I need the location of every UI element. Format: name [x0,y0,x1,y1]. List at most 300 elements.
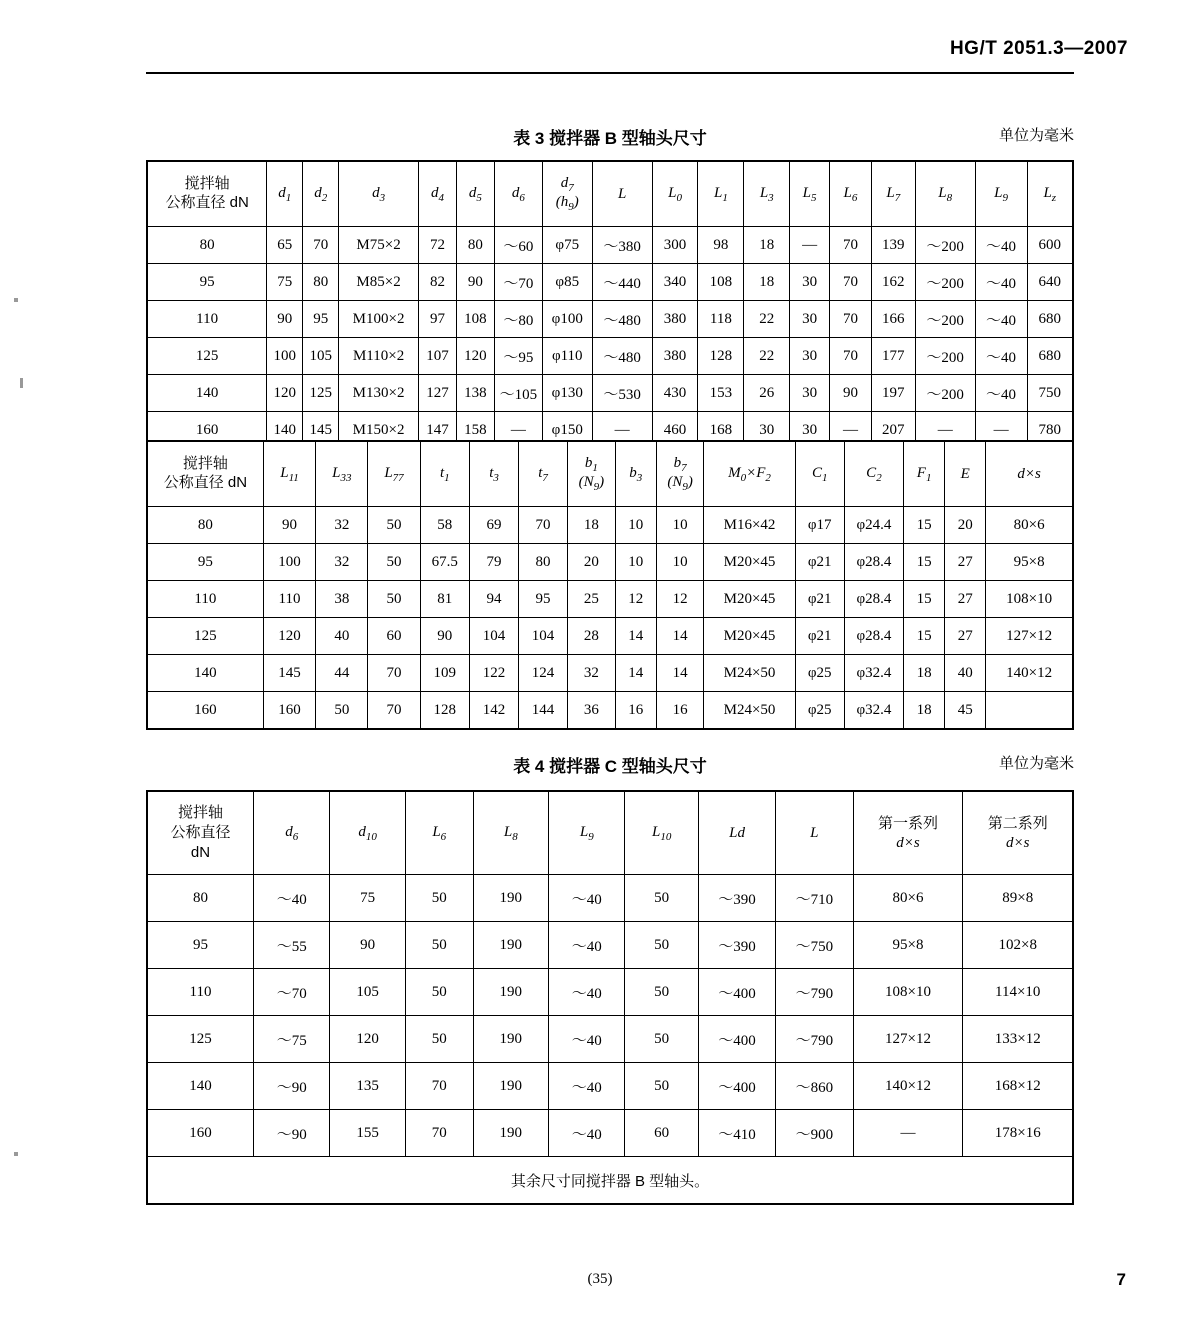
cell: 70 [368,655,420,692]
cell: ～80 [494,301,542,338]
cell: ～710 [776,875,853,922]
table4-caption-row [146,752,1074,774]
header-cell-L11: $L_{11}$ [263,441,316,507]
cell: 105 [330,969,406,1016]
cell: 80 [147,875,253,922]
cell: 114×10 [963,969,1073,1016]
cell: 138 [456,375,494,412]
cell: 18 [904,692,945,730]
cell: 50 [625,1016,698,1063]
cell: ～55 [253,922,329,969]
cell: ～400 [698,1016,775,1063]
table4-note: 其余尺寸同搅拌器 B 型轴头。 [147,1157,1073,1205]
cell: ～200 [915,227,975,264]
scan-artifact [20,378,23,388]
cell: 12 [656,581,704,618]
cell: 90 [830,375,872,412]
header-cell-t1: $t_1$ [420,441,469,507]
header-cell-nominal-diameter: 搅拌轴 公称直径 dN [147,161,267,227]
cell: 166 [871,301,915,338]
table3-block2-header-row [147,441,1073,507]
cell: 108 [456,301,494,338]
header-cell-d7: $d_7$ $(h_9)$ [542,161,592,227]
cell: 26 [744,375,790,412]
cell: — [830,412,872,450]
header-cell-d1: $d_1$ [267,161,303,227]
cell: 65 [267,227,303,264]
cell: 780 [1027,412,1073,450]
cell: 340 [652,264,698,301]
cell: 22 [744,338,790,375]
cell: 95×8 [853,922,963,969]
cell: ～60 [494,227,542,264]
cell: M130×2 [339,375,419,412]
cell: 190 [473,922,549,969]
cell: 144 [519,692,568,730]
cell: ～40 [549,922,625,969]
cell: 97 [419,301,457,338]
cell: — [790,227,830,264]
cell: 127×12 [853,1016,963,1063]
cell: 125 [303,375,339,412]
cell: M16×42 [704,507,795,544]
cell: 133×12 [963,1016,1073,1063]
cell: 160 [147,412,267,450]
header-cell-series-2: 第二系列 d×s [963,791,1073,875]
header-cell-Ld: Ld [698,791,775,875]
scan-artifact [14,298,18,302]
header-cell-d5: $d_5$ [456,161,494,227]
cell: φ21 [795,544,844,581]
header-cell-L5: $L_5$ [790,161,830,227]
table3-block1-header-row [147,161,1073,227]
cell: 20 [945,507,986,544]
cell: — [853,1110,963,1157]
cell: 80 [147,227,267,264]
header-cell-L9: $L_9$ [549,791,625,875]
cell: ～480 [592,338,652,375]
header-cell-L7: $L_7$ [871,161,915,227]
cell: 80 [303,264,339,301]
cell: 30 [790,375,830,412]
cell: 30 [790,412,830,450]
cell: 125 [147,618,263,655]
cell: 27 [945,544,986,581]
table3-title: 表 3 搅拌器 B 型轴头尺寸 [513,129,707,148]
cell: 120 [267,375,303,412]
header-cell-L0: $L_0$ [652,161,698,227]
cell: φ25 [795,692,844,730]
header-cell-L9: $L_9$ [975,161,1027,227]
cell: 27 [945,581,986,618]
cell: — [975,412,1027,450]
cell: 140 [147,655,263,692]
table-row [147,692,1073,730]
header-cell-nominal-diameter: 搅拌轴 公称直径 dN [147,441,263,507]
cell: 32 [316,544,368,581]
cell: 60 [625,1110,698,1157]
cell: 127 [419,375,457,412]
cell: ～75 [253,1016,329,1063]
cell: 50 [405,922,473,969]
header-cell-b1: $b_1$ $(N_9)$ [568,441,616,507]
cell: 15 [904,544,945,581]
cell: 50 [405,1016,473,1063]
cell: 40 [945,655,986,692]
header-cell-d2: $d_2$ [303,161,339,227]
cell: ～40 [253,875,329,922]
table-row [147,1063,1073,1110]
header-cell-nominal-diameter: 搅拌轴 公称直径 dN [147,791,253,875]
cell: 162 [871,264,915,301]
cell: ～70 [494,264,542,301]
cell: ～70 [253,969,329,1016]
cell: 69 [470,507,519,544]
cell: 135 [330,1063,406,1110]
cell: 15 [904,581,945,618]
cell: 140×12 [853,1063,963,1110]
cell: 38 [316,581,368,618]
cell: 16 [656,692,704,730]
cell: ～40 [975,375,1027,412]
header-cell-t3: $t_3$ [470,441,519,507]
cell: 60 [368,618,420,655]
cell: 70 [519,507,568,544]
cell: ～40 [549,1110,625,1157]
cell: 25 [568,581,616,618]
page-header-standard-number: HG/T 2051.3—2007 [949,38,1128,59]
header-cell-b7: $b_7$ $(N_9)$ [656,441,704,507]
cell: 95 [519,581,568,618]
cell: 70 [830,301,872,338]
cell: 142 [470,692,519,730]
cell: 118 [698,301,744,338]
cell: 190 [473,1063,549,1110]
footer-page-number: 7 [1116,1270,1126,1289]
table4-unit: 单位为毫米 [998,755,1074,772]
header-cell-d6: $d_6$ [253,791,329,875]
header-cell-series-1: 第一系列 d×s [853,791,963,875]
header-cell-C2: $C_2$ [844,441,903,507]
cell: 10 [615,507,656,544]
cell: 18 [744,264,790,301]
cell: 158 [456,412,494,450]
cell: ～200 [915,375,975,412]
cell: ～400 [698,1063,775,1110]
cell: 102×8 [963,922,1073,969]
cell: 50 [625,875,698,922]
table-row [147,338,1073,375]
cell: 139 [871,227,915,264]
cell: 70 [830,338,872,375]
cell: 10 [656,544,704,581]
cell: 10 [615,544,656,581]
header-cell-E: E [945,441,986,507]
cell: ～40 [975,301,1027,338]
cell: 81 [420,581,469,618]
cell: 108×10 [986,581,1073,618]
cell: φ32.4 [844,692,903,730]
cell: 147 [419,412,457,450]
cell: 190 [473,875,549,922]
cell: 120 [263,618,316,655]
header-cell-dxs: d×s [986,441,1073,507]
cell: ～40 [549,875,625,922]
cell: 32 [316,507,368,544]
cell [986,692,1073,730]
cell: 94 [470,581,519,618]
cell: φ150 [542,412,592,450]
scan-artifact [14,1152,18,1156]
cell: 104 [519,618,568,655]
cell: 70 [830,264,872,301]
table-row [147,581,1073,618]
cell: 80 [456,227,494,264]
cell: 100 [267,338,303,375]
footer-page-marker: (35) [587,1271,613,1287]
header-cell-d4: $d_4$ [419,161,457,227]
cell: 95 [147,544,263,581]
cell: ～90 [253,1063,329,1110]
cell: 95 [147,264,267,301]
cell: 128 [420,692,469,730]
header-divider [146,72,1074,74]
table-row [147,922,1073,969]
cell: 70 [405,1110,473,1157]
cell: ～40 [549,969,625,1016]
cell: 140 [267,412,303,450]
cell: ～750 [776,922,853,969]
cell: M20×45 [704,618,795,655]
cell: 50 [625,969,698,1016]
cell: ～90 [253,1110,329,1157]
cell: ～40 [549,1016,625,1063]
cell: 79 [470,544,519,581]
header-cell-F1: $F_1$ [904,441,945,507]
cell: 110 [147,969,253,1016]
cell: 90 [456,264,494,301]
cell: 44 [316,655,368,692]
cell: ～105 [494,375,542,412]
cell: ～200 [915,301,975,338]
table3-caption-row [146,124,1074,146]
cell: 15 [904,618,945,655]
cell: φ130 [542,375,592,412]
cell: ～390 [698,875,775,922]
cell: 90 [420,618,469,655]
cell: φ28.4 [844,544,903,581]
header-cell-d6: $d_6$ [494,161,542,227]
table-row [147,875,1073,922]
cell: 640 [1027,264,1073,301]
table3-block2 [146,440,1074,730]
table-row [147,1110,1073,1157]
cell: ～200 [915,338,975,375]
cell: 128 [698,338,744,375]
cell: 140 [147,1063,253,1110]
cell: 140 [147,375,267,412]
cell: 75 [330,875,406,922]
cell: 207 [871,412,915,450]
cell: 160 [147,1110,253,1157]
cell: 90 [330,922,406,969]
cell: 50 [368,581,420,618]
cell: 14 [656,655,704,692]
cell: 160 [263,692,316,730]
cell: M150×2 [339,412,419,450]
cell: 12 [615,581,656,618]
table-row [147,969,1073,1016]
cell: ～860 [776,1063,853,1110]
cell: 104 [470,618,519,655]
cell: — [915,412,975,450]
cell: 177 [871,338,915,375]
table-row [147,375,1073,412]
header-cell-L3: $L_3$ [744,161,790,227]
cell: 18 [904,655,945,692]
cell: 40 [316,618,368,655]
cell: M100×2 [339,301,419,338]
cell: 680 [1027,301,1073,338]
cell: 460 [652,412,698,450]
table-row [147,544,1073,581]
cell: 190 [473,1016,549,1063]
cell: 58 [420,507,469,544]
table-row [147,1016,1073,1063]
cell: 108 [698,264,744,301]
cell: 82 [419,264,457,301]
cell: 28 [568,618,616,655]
cell: φ75 [542,227,592,264]
cell: 190 [473,1110,549,1157]
cell: 140×12 [986,655,1073,692]
table-row [147,618,1073,655]
table4-note-row [147,1157,1073,1205]
cell: φ28.4 [844,581,903,618]
table-row [147,301,1073,338]
cell: 124 [519,655,568,692]
header-cell-C1: $C_1$ [795,441,844,507]
cell: 430 [652,375,698,412]
cell: 70 [405,1063,473,1110]
header-cell-d10: $d_{10}$ [330,791,406,875]
table4-title: 表 4 搅拌器 C 型轴头尺寸 [513,757,707,776]
cell: 120 [456,338,494,375]
cell: φ28.4 [844,618,903,655]
header-cell-L1: $L_1$ [698,161,744,227]
header-cell-L6: $L_6$ [405,791,473,875]
cell: ～40 [975,227,1027,264]
cell: 45 [945,692,986,730]
cell: 110 [147,581,263,618]
cell: 168×12 [963,1063,1073,1110]
cell: 190 [473,969,549,1016]
cell: ～40 [975,264,1027,301]
header-cell-b3: $b_3$ [615,441,656,507]
cell: 680 [1027,338,1073,375]
cell: 160 [147,692,263,730]
cell: 109 [420,655,469,692]
cell: φ24.4 [844,507,903,544]
cell: 300 [652,227,698,264]
table4 [146,790,1074,1205]
cell: 153 [698,375,744,412]
cell: 70 [303,227,339,264]
cell: 30 [790,264,830,301]
cell: φ32.4 [844,655,903,692]
cell: 14 [615,655,656,692]
cell: 110 [263,581,316,618]
cell: 98 [698,227,744,264]
cell: 380 [652,338,698,375]
cell: 22 [744,301,790,338]
cell: 27 [945,618,986,655]
cell: ～95 [494,338,542,375]
cell: 120 [330,1016,406,1063]
cell: 155 [330,1110,406,1157]
cell: 72 [419,227,457,264]
cell: φ100 [542,301,592,338]
cell: 10 [656,507,704,544]
header-cell-M0F2: $M_0\times F_2$ [704,441,795,507]
cell: φ21 [795,581,844,618]
cell: 125 [147,338,267,375]
cell: 122 [470,655,519,692]
cell: 89×8 [963,875,1073,922]
cell: 50 [625,1063,698,1110]
cell: 30 [790,301,830,338]
table-row [147,264,1073,301]
cell: 100 [263,544,316,581]
header-cell-L8: $L_8$ [473,791,549,875]
cell: 80 [519,544,568,581]
table3-block1 [146,160,1074,450]
cell: 108×10 [853,969,963,1016]
cell: M24×50 [704,692,795,730]
header-cell-L77: $L_{77}$ [368,441,420,507]
cell: 18 [744,227,790,264]
cell: — [592,412,652,450]
cell: — [494,412,542,450]
cell: M20×45 [704,581,795,618]
cell: ～410 [698,1110,775,1157]
cell: 30 [790,338,830,375]
cell: φ110 [542,338,592,375]
header-cell-L: L [776,791,853,875]
cell: 105 [303,338,339,375]
header-cell-L8: $L_8$ [915,161,975,227]
table-row [147,655,1073,692]
cell: 750 [1027,375,1073,412]
cell: 14 [615,618,656,655]
cell: φ21 [795,618,844,655]
cell: 15 [904,507,945,544]
cell: ～380 [592,227,652,264]
cell: 80×6 [853,875,963,922]
header-cell-L: L [592,161,652,227]
cell: 18 [568,507,616,544]
header-cell-L33: $L_{33}$ [316,441,368,507]
header-cell-d3: $d_3$ [339,161,419,227]
cell: 90 [263,507,316,544]
table-row [147,507,1073,544]
cell: 70 [830,227,872,264]
cell: ～400 [698,969,775,1016]
cell: φ25 [795,655,844,692]
cell: 90 [267,301,303,338]
cell: ～40 [975,338,1027,375]
cell: 70 [368,692,420,730]
